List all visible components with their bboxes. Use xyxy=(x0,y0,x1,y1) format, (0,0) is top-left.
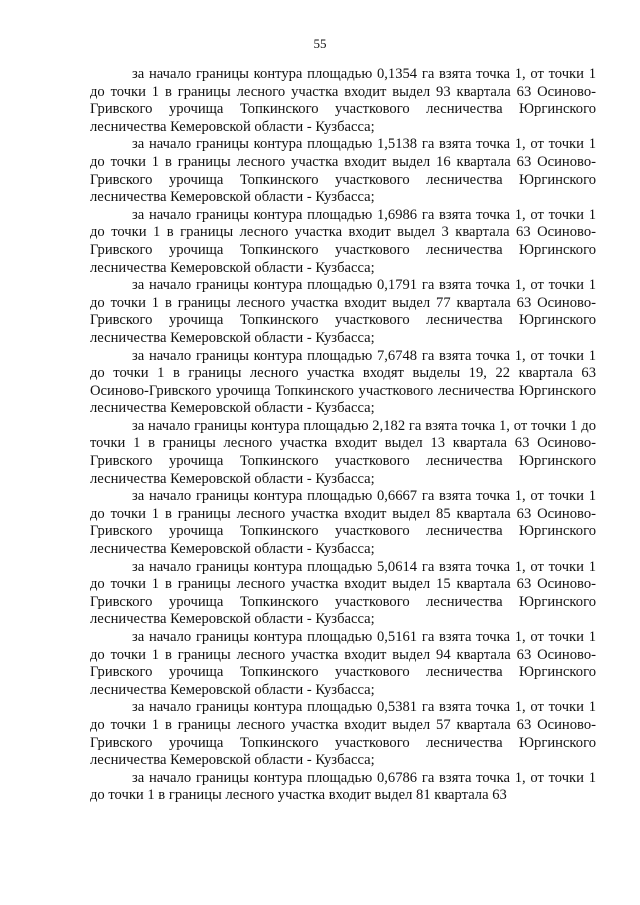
paragraph-2: за начало границы контура площадью 1,5138 га взята точка 1, от точки 1 до точки 1 в границы лесного участка входит выдел 16 квартала 63 Осиново-Гривского урочища Топкинского участкового лесничества Юргинского лесничества Кемеровской области - Кузбасса; xyxy=(90,136,596,206)
page-number: 55 xyxy=(313,36,327,51)
paragraph-1: за начало границы контура площадью 0,1354 га взята точка 1, от точки 1 до точки 1 в границы лесного участка входит выдел 93 квартала 63 Осиново-Гривского урочища Топкинского участкового лесничества Юргинского лесничества Кемеровской области - Кузбасса; xyxy=(90,66,596,135)
paragraph-10: за начало границы контура площадью 0,5381 га взята точка 1, от точки 1 до точки 1 в границы лесного участка входит выдел 57 квартала 63 Осиново-Гривского урочища Топкинского участкового лесничества Юргинского лесничества Кемеровской области - Кузбасса; xyxy=(90,699,596,769)
paragraph-8: за начало границы контура площадью 5,0614 га взята точка 1, от точки 1 до точки 1 в границы лесного участка входит выдел 15 квартала 63 Осиново-Гривского урочища Топкинского участкового лесничества Юргинского лесничества Кемеровской области - Кузбасса; xyxy=(90,558,596,628)
paragraph-4: за начало границы контура площадью 0,1791 га взята точка 1, от точки 1 до точки 1 в границы лесного участка входит выдел 77 квартала 63 Осиново-Гривского урочища Топкинского участкового лесничества Юргинского лесничества Кемеровской области - Кузбасса; xyxy=(90,277,596,346)
paragraph-7: за начало границы контура площадью 0,6667 га взята точка 1, от точки 1 до точки 1 в границы лесного участка входит выдел 85 квартала 63 Осиново-Гривского урочища Топкинского участкового лесничества Юргинского лесничества Кемеровской области - Кузбасса; xyxy=(90,488,596,558)
paragraph-9: за начало границы контура площадью 0,5161 га взята точка 1, от точки 1 до точки 1 в границы лесного участка входит выдел 94 квартала 63 Осиново-Гривского урочища Топкинского участкового лесничества Юргинского лесничества Кемеровской области - Кузбасса; xyxy=(90,629,596,698)
paragraph-5: за начало границы контура площадью 7,6748 га взята точка 1, от точки 1 до точки 1 в границы лесного участка входят выделы 19, 22 квартала 63 Осиново-Гривского урочища Топкинского участкового лесничества Юргинского лесничества Кемеровской области - Кузбасса; xyxy=(90,347,596,417)
document-body xyxy=(90,66,596,805)
paragraph-6: за начало границы контура площадью 2,182 га взята точка 1, от точки 1 до точки 1 в границы лесного участка входит выдел 13 квартала 63 Осиново-Гривского урочища Топкинского участкового лесничества Юргинского лесничества Кемеровской области - Кузбасса; xyxy=(90,417,596,487)
paragraph-11: за начало границы контура площадью 0,6786 га взята точка 1, от точки 1 до точки 1 в границы лесного участка входит выдел 81 квартала 63 xyxy=(90,769,596,804)
paragraph-3: за начало границы контура площадью 1,6986 га взята точка 1, от точки 1 до точки 1 в границы лесного участка входит выдел 3 квартала 63 Осиново-Гривского урочища Топкинского участкового лесничества Юргинского лесничества Кемеровской области - Кузбасса; xyxy=(90,206,596,276)
